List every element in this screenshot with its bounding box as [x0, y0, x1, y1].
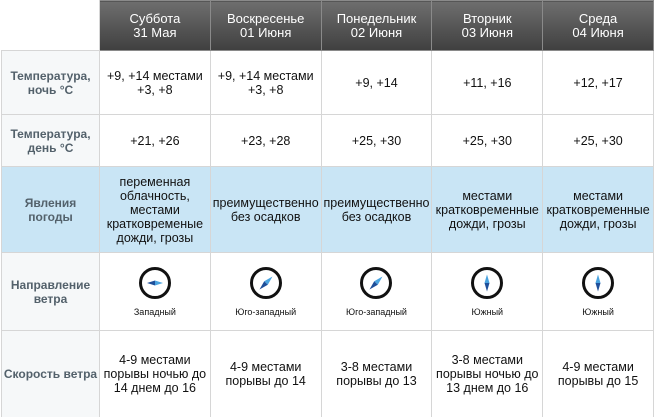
day-header [432, 1, 543, 51]
wind-speed-cell: 4-9 местами порывы до 14 [210, 331, 321, 417]
day-temperature-row [2, 115, 654, 167]
weather-forecast-table [1, 0, 654, 417]
day-header [321, 1, 432, 51]
weather-phenomena-cell: местами кратковременные дожди, грозы [543, 167, 654, 253]
weather-phenomena-cell: местами кратковременные дожди, грозы [432, 167, 543, 253]
row-label-night-temperature: Температура, ночь °C [2, 51, 100, 115]
wind-direction-label: Юго-западный [235, 306, 297, 317]
wind-direction-label: Западный [133, 306, 176, 317]
day-temperature-cell: +25, +30 [432, 115, 543, 167]
wind-south-compass-icon [582, 267, 614, 299]
day-date: 31 Мая [133, 24, 177, 40]
day-weekday: Воскресенье [226, 10, 305, 26]
day-temperature-cell: +23, +28 [210, 115, 321, 167]
wind-speed-row [2, 331, 654, 417]
day-date: 04 Июня [572, 24, 624, 40]
day-weekday: Среда [578, 10, 618, 26]
night-temperature-cell: +9, +14 [321, 51, 432, 115]
day-weekday: Вторник [462, 10, 512, 26]
wind-southwest-compass-icon [250, 267, 282, 299]
day-temperature-cell: +25, +30 [543, 115, 654, 167]
weather-phenomena-cell: преимущественно без осадков [210, 167, 321, 253]
day-temperature-cell: +21, +26 [100, 115, 211, 167]
wind-direction-label: Юго-западный [346, 306, 407, 317]
wind-direction-cell [321, 253, 432, 331]
night-temperature-cell: +9, +14 местами +3, +8 [100, 51, 211, 115]
wind-direction-cell [543, 253, 654, 331]
row-label-wind-direction: Направление ветра [2, 253, 100, 331]
row-label-weather-phenomena: Явления погоды [2, 167, 100, 253]
wind-direction-cell [210, 253, 321, 331]
wind-direction-cell [432, 253, 543, 331]
weather-phenomena-row [2, 167, 654, 253]
day-temperature-cell: +25, +30 [321, 115, 432, 167]
header-corner [2, 1, 100, 51]
night-temperature-row [2, 51, 654, 115]
wind-direction-label: Южный [471, 306, 504, 317]
day-header [210, 1, 321, 51]
day-weekday: Понедельник [336, 10, 417, 26]
day-header [100, 1, 211, 51]
night-temperature-cell: +12, +17 [543, 51, 654, 115]
wind-direction-row [2, 253, 654, 331]
wind-direction-label: Южный [582, 306, 614, 317]
wind-speed-cell: 3-8 местами порывы ночью до 13 днем до 16 [432, 331, 543, 417]
day-date: 01 Июня [240, 24, 292, 40]
wind-southwest-compass-icon [360, 267, 392, 299]
day-date: 02 Июня [350, 24, 403, 40]
header-row [2, 1, 654, 51]
weather-phenomena-cell: преимущественно без осадков [321, 167, 432, 253]
wind-speed-cell: 4-9 местами порывы до 15 [543, 331, 654, 417]
day-weekday: Суббота [129, 10, 181, 26]
weather-phenomena-cell: переменная облачность, местами кратковременые дожди, грозы [100, 167, 211, 253]
row-label-wind-speed: Скорость ветра [2, 331, 100, 417]
wind-direction-cell [100, 253, 211, 331]
wind-west-compass-icon [139, 267, 171, 299]
wind-speed-cell: 4-9 местами порывы ночью до 14 днем до 16 [100, 331, 211, 417]
night-temperature-cell: +9, +14 местами +3, +8 [210, 51, 321, 115]
night-temperature-cell: +11, +16 [432, 51, 543, 115]
row-label-day-temperature: Температура, день °C [2, 115, 100, 167]
wind-speed-cell: 3-8 местами порывы до 13 [321, 331, 432, 417]
wind-south-compass-icon [471, 267, 503, 299]
day-header [543, 1, 654, 51]
day-date: 03 Июня [461, 24, 513, 40]
